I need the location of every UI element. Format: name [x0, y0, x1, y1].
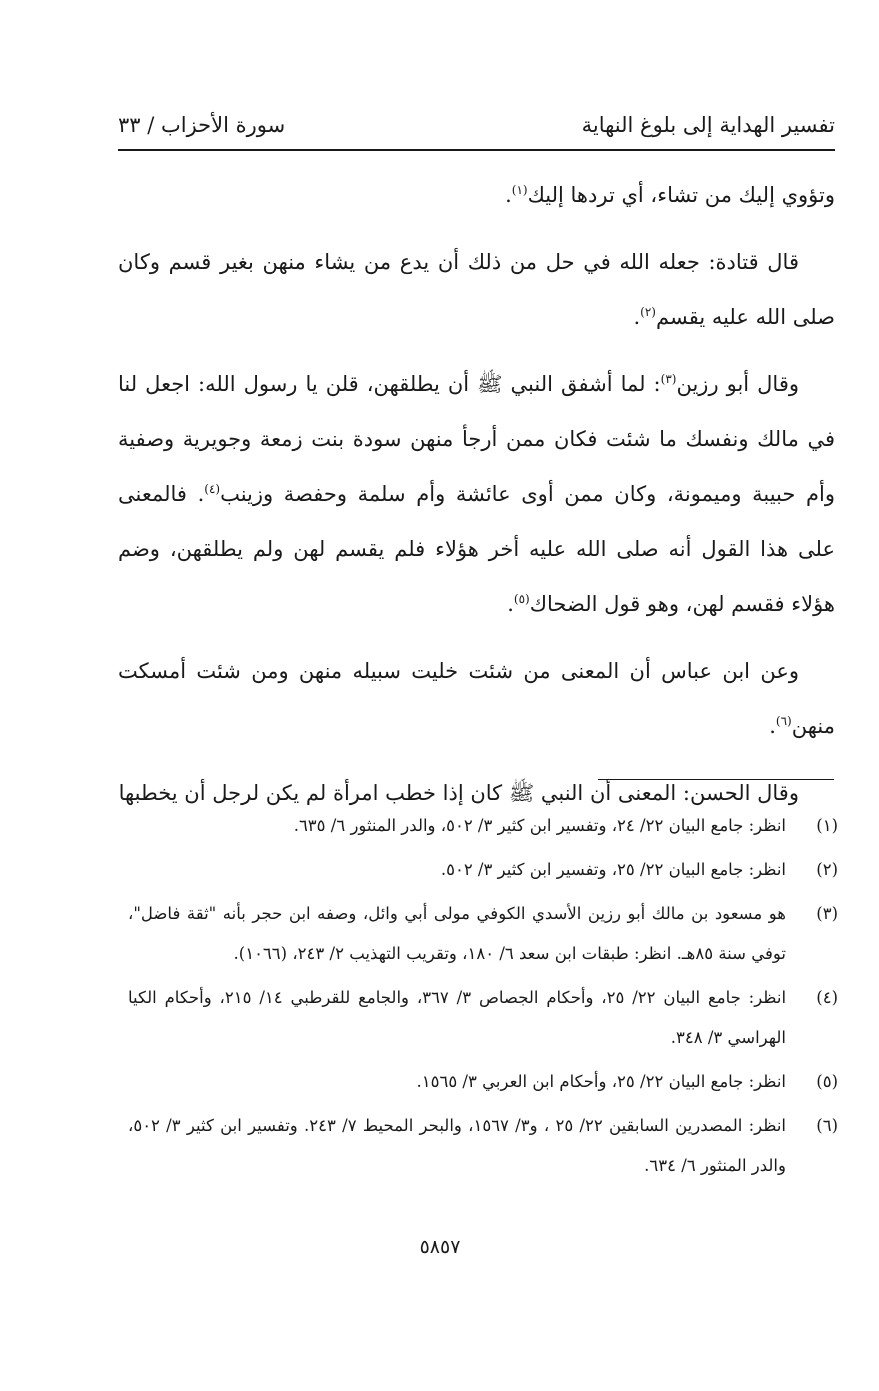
surah-label: سورة الأحزاب / ٣٣: [118, 113, 286, 137]
footnote-text: هو مسعود بن مالك أبو رزين الأسدي الكوفي مولى أبي وائل، وصفه ابن حجر بأنه "ثقة فاضل"، توفي سنة ٨٥هـ. انظر: طبقات ابن سعد ٦/ ١٨٠، وتقريب التهذيب ٢/ ٢٤٣، (١٠٦٦).: [128, 904, 786, 963]
footnote-number: (٢): [816, 860, 838, 879]
paragraph: وعن ابن عباس أن المعنى من شئت خليت سبيله منهن ومن شئت أمسكت منهن$^{(٦)}$.: [118, 659, 835, 738]
running-header: [118, 103, 835, 147]
footnote-text: انظر: جامع البيان ٢٢/ ٢٥، وأحكام ابن العربي ٣/ ١٥٦٥.: [416, 1072, 786, 1091]
book-title: تفسير الهداية إلى بلوغ النهاية: [581, 113, 835, 137]
footnotes: [128, 806, 838, 1190]
footnote-number: (٤): [816, 988, 838, 1007]
page-number: ٥٨٥٧: [419, 1236, 461, 1258]
footnote: [128, 806, 838, 846]
footnote: [128, 1062, 838, 1102]
footnote: [128, 978, 838, 1058]
footnote-number: (١): [816, 816, 838, 835]
footnote-ref: (٤): [204, 482, 221, 496]
main-text: [118, 168, 835, 833]
footnote: [128, 894, 838, 974]
footnote-text: انظر: المصدرين السابقين ٢٢/ ٢٥ ، و٣/ ١٥٦٧، والبحر المحيط ٧/ ٢٤٣. وتفسير ابن كثير ٣/ ٥٠٢، والدر المنثور ٦/ ٦٣٤.: [128, 1116, 786, 1175]
footnote-ref: (٥): [513, 592, 530, 606]
footnote: [128, 850, 838, 890]
footnote-text: انظر: جامع البيان ٢٢/ ٢٥، وأحكام الجصاص ٣/ ٣٦٧، والجامع للقرطبي ١٤/ ٢١٥، وأحكام الكيا الهراسي ٣/ ٣٤٨.: [128, 988, 787, 1047]
footnote: [128, 1106, 838, 1186]
footnote-ref: (٦): [775, 714, 792, 728]
paragraph: وتؤوي إليك من تشاء، أي تردها إليك$^{(١)}$.: [505, 183, 835, 207]
paragraph: وقال الحسن: المعنى أن النبي ﷺ كان إذا خطب امرأة لم يكن لرجل أن يخطبها: [118, 781, 799, 805]
header-rule: [118, 149, 835, 151]
paragraph: قال قتادة: جعله الله في حل من ذلك أن يدع من يشاء منهن بغير قسم وكان صلى الله عليه يقسم$^{(٢)}$.: [118, 250, 835, 329]
footnote-number: (٦): [816, 1116, 838, 1135]
footnote-separator: [598, 779, 834, 780]
paragraph: وقال أبو رزين$^{(٣)}$: لما أشفق النبي ﷺ أن يطلقهن، قلن يا رسول الله: اجعل لنا في مالك ونفسك ما شئت فكان ممن أرجأ منهن سودة بنت زمعة وجويرية وصفية وأم حبيبة وميمونة، وكان ممن أوى عائشة وأم سلمة وحفصة وزينب$^{(٤)}$. فالمعنى على هذا القول أنه صلى الله عليه أخر هؤلاء فلم يقسم لهن ولم يطلقهن، وضم هؤلاء فقسم لهن، وهو قول الضحاك$^{(٥)}$.: [118, 372, 835, 616]
footnote-number: (٥): [816, 1072, 838, 1091]
footnote-ref: (٢): [640, 305, 656, 319]
footnote-text: انظر: جامع البيان ٢٢/ ٢٤، وتفسير ابن كثير ٣/ ٥٠٢، والدر المنثور ٦/ ٦٣٥.: [293, 816, 786, 835]
footnote-ref: (١): [511, 183, 528, 197]
footnote-ref: (٣): [660, 372, 677, 386]
footnote-text: انظر: جامع البيان ٢٢/ ٢٥، وتفسير ابن كثير ٣/ ٥٠٢.: [440, 860, 786, 879]
footnote-number: (٣): [816, 904, 838, 923]
